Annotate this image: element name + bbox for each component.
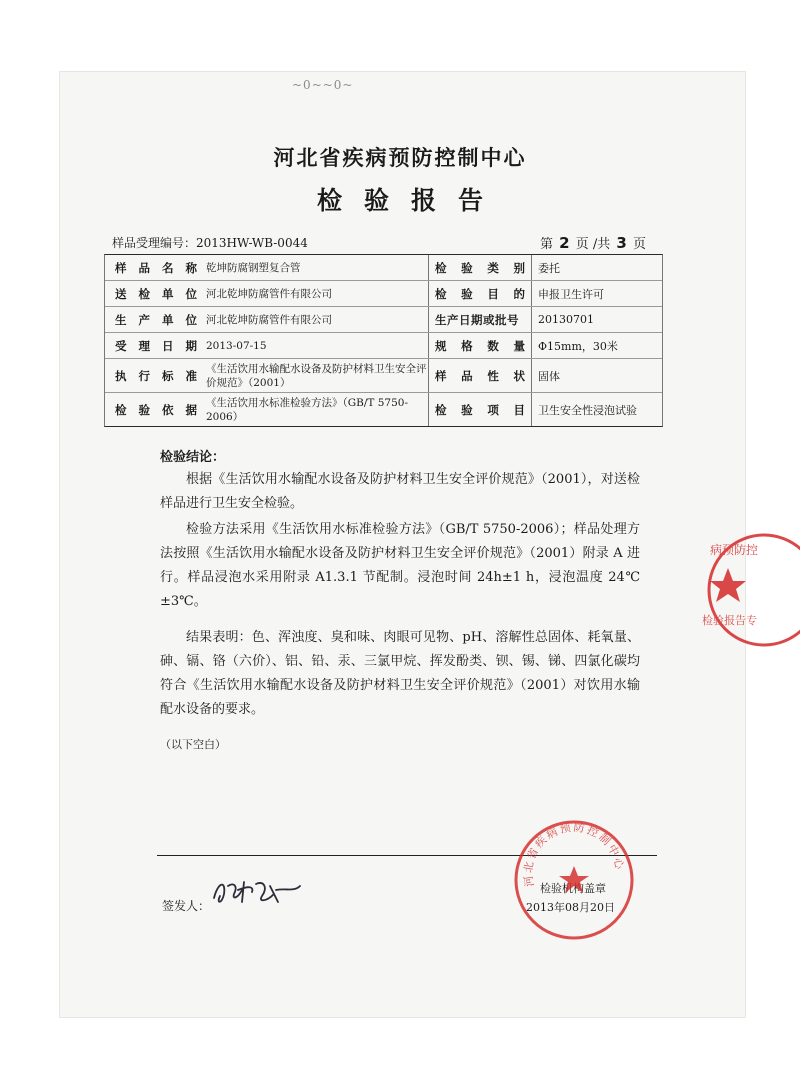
- value-receipt-date: 2013-07-15: [203, 333, 429, 358]
- organization-name: 河北省疾病预防控制中心: [273, 145, 527, 170]
- receipt-number-line: [112, 234, 308, 251]
- table-row: [105, 307, 662, 333]
- signature-icon: [208, 872, 304, 912]
- value-production-batch: 20130701: [538, 313, 594, 326]
- page-current: 2: [559, 234, 570, 252]
- label-standard: 执 行 标 准: [115, 368, 197, 383]
- value-test-basis: 《生活饮用水标准检验方法》（GB/T 5750-2006）: [203, 393, 429, 426]
- table-row: [105, 255, 662, 281]
- page-indicator: [540, 233, 646, 252]
- label-submitter: 送 检 单 位: [115, 286, 197, 301]
- official-seal-icon: [512, 818, 636, 942]
- label-receipt-date: 受 理 日 期: [115, 338, 197, 353]
- value-submitter: 河北乾坤防腐管件有限公司: [203, 281, 429, 306]
- issue-date: 2013年08月20日: [526, 901, 615, 914]
- value-standard: 《生活饮用水输配水设备及防护材料卫生安全评价规范》（2001）: [203, 359, 429, 392]
- table-row: [105, 333, 662, 359]
- conclusion-paragraph-1: 根据《生活饮用水输配水设备及防护材料卫生安全评价规范》（2001），对送检样品进行卫生安全检验。: [160, 472, 640, 511]
- seal-label: 检验机构盖章: [540, 882, 606, 895]
- label-spec-quantity: 规 格 数 量: [429, 333, 532, 358]
- svg-text:河北省疾病预防控制中心: 河北省疾病预防控制中心: [521, 820, 627, 888]
- page-suffix: 页: [632, 237, 646, 252]
- page-mid: 页 /共: [575, 237, 611, 252]
- label-production-batch: 生产日期或批号: [429, 307, 532, 332]
- label-test-category: 检 验 类 别: [429, 255, 532, 280]
- table-row: [105, 281, 662, 307]
- value-spec-quantity: Φ15mm，30米: [538, 339, 618, 353]
- sample-info-table: [104, 254, 663, 427]
- signer-label: 签发人：: [162, 899, 211, 913]
- label-test-items: 检 验 项 目: [429, 393, 532, 426]
- label-test-purpose: 检 验 目 的: [429, 281, 532, 306]
- svg-text:病预防控: 病预防控: [710, 543, 759, 557]
- label-manufacturer: 生 产 单 位: [115, 312, 197, 327]
- value-test-purpose: 申报卫生许可: [538, 287, 604, 301]
- scan-top-mark: ~0~~0~: [292, 78, 354, 92]
- table-row: [105, 359, 662, 393]
- label-sample-state: 样 品 性 状: [429, 359, 532, 392]
- conclusion-heading: 检验结论：: [160, 450, 226, 465]
- page-total: 3: [616, 234, 627, 252]
- value-manufacturer: 河北乾坤防腐管件有限公司: [203, 307, 429, 332]
- side-seal-icon: [688, 528, 800, 652]
- blank-below-note: （以下空白）: [160, 738, 226, 751]
- value-sample-state: 固体: [538, 369, 560, 383]
- label-sample-name: 样 品 名 称: [115, 260, 197, 275]
- value-test-category: 委托: [538, 261, 560, 275]
- label-test-basis: 检 验 依 据: [115, 402, 197, 417]
- svg-text:检验报告专: 检验报告专: [702, 614, 757, 627]
- receipt-label: 样品受理编号：: [112, 236, 197, 250]
- receipt-number: 2013HW-WB-0044: [196, 236, 308, 250]
- conclusion-paragraph-3: 结果表明：色、浑浊度、臭和味、肉眼可见物、pH、溶解性总固体、耗氧量、砷、镉、铬（六价）、铝、铅、汞、三氯甲烷、挥发酚类、钡、锡、锑、四氯化碳均符合《生活饮用水输配水设备及防护材料卫生安全评价规范》（2001）对饮用水输配水设备的要求。: [160, 630, 640, 717]
- value-test-items: 卫生安全性浸泡试验: [538, 403, 637, 417]
- table-row: [105, 393, 662, 426]
- page-prefix: 第: [540, 237, 554, 252]
- value-sample-name: 乾坤防腐钢塑复合管: [203, 255, 429, 280]
- conclusion-paragraph-2: 检验方法采用《生活饮用水标准检验方法》（GB/T 5750-2006）；样品处理方法按照《生活饮用水输配水设备及防护材料卫生安全评价规范》（2001）附录 A 进行。样品浸泡水采用附录 A1.3.1 节配制。浸泡时间 24h±1 h，浸泡温度 24℃±3℃。: [160, 522, 640, 609]
- report-title: 检验报告: [316, 186, 505, 215]
